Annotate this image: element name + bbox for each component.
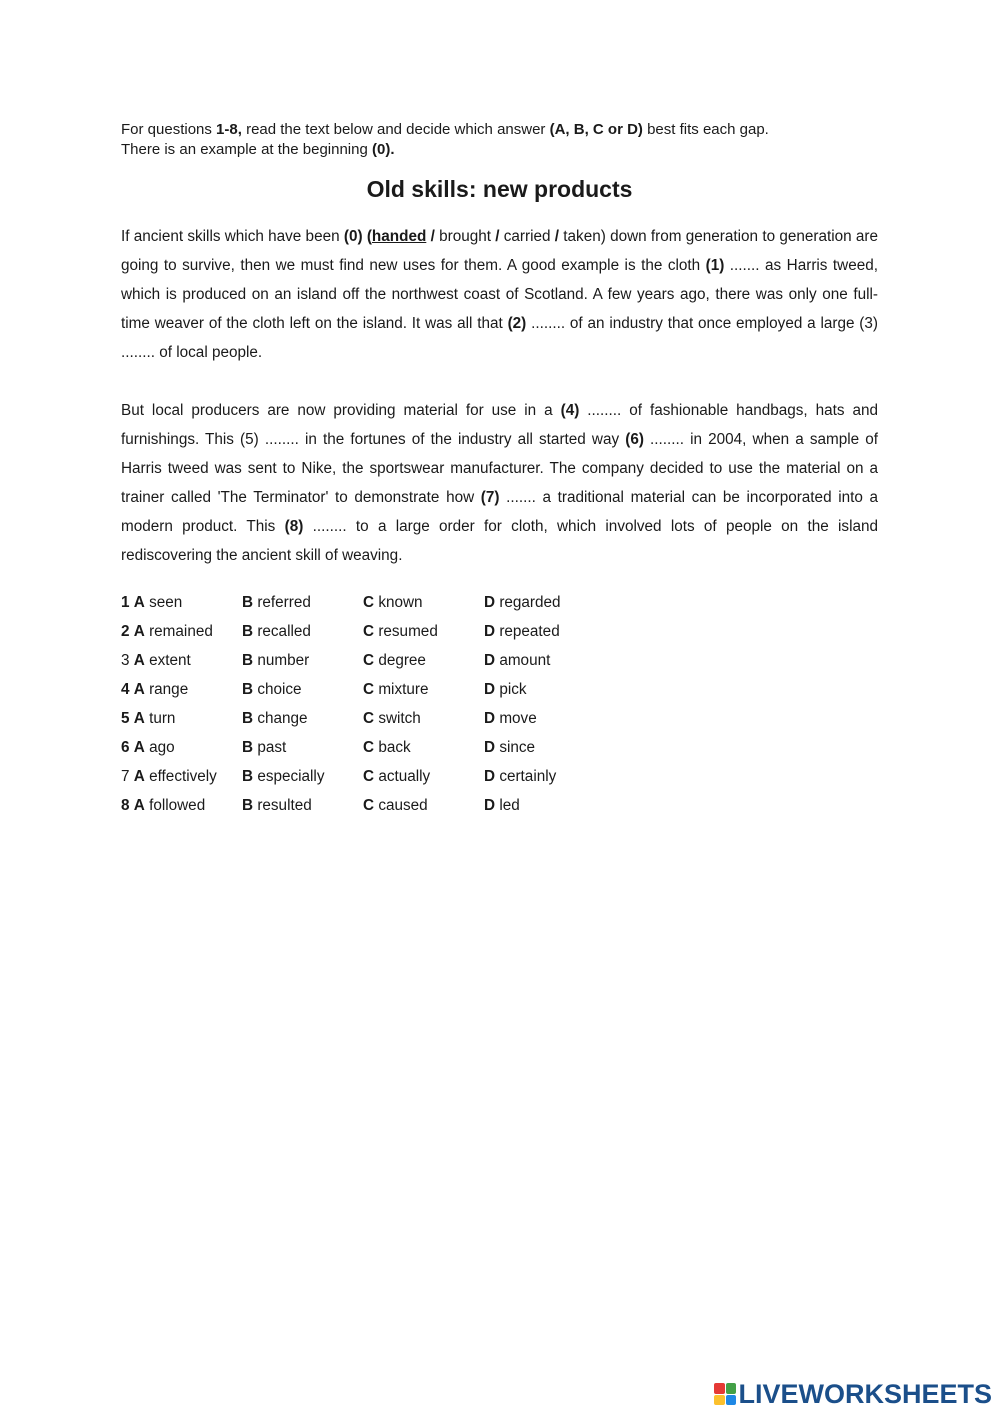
answer-options-table — [121, 588, 605, 820]
option-word: effectively — [149, 767, 217, 785]
option-letter: D — [484, 709, 496, 727]
option-5-c — [363, 704, 484, 733]
option-letter: A — [133, 622, 145, 640]
option-word: degree — [378, 651, 426, 669]
separator: / — [495, 228, 500, 245]
liveworksheets-brand — [714, 1378, 992, 1409]
paragraph-text: But local producers are now providing material for use in a — [121, 402, 561, 419]
option-6-c — [363, 733, 484, 762]
option-8-b — [242, 791, 363, 820]
option-letter: A — [133, 796, 145, 814]
option-5-a — [121, 704, 242, 733]
option-word: number — [257, 651, 310, 669]
option-word: mixture — [378, 680, 429, 698]
option-letter: D — [484, 738, 496, 756]
option-letter: A — [133, 738, 145, 756]
option-6-d — [484, 733, 605, 762]
option-7-c — [363, 762, 484, 791]
option-word: regarded — [499, 593, 561, 611]
option-letter: A — [133, 680, 145, 698]
option-3-c — [363, 646, 484, 675]
worksheet-page — [121, 120, 879, 814]
option-7-b — [242, 762, 363, 791]
example-answer: handed — [371, 228, 427, 245]
option-letter: D — [484, 796, 496, 814]
option-8-a — [121, 791, 242, 820]
option-2-d — [484, 617, 605, 646]
gap-marker-0: (0) ( — [343, 228, 372, 245]
option-7-a — [121, 762, 242, 791]
option-word: recalled — [257, 622, 311, 640]
paragraph-text: ........ to a large order for cloth, which involved lots of people on the island rediscovering the ancient skill of weaving. — [121, 518, 878, 564]
option-word: range — [149, 680, 189, 698]
paragraph-text: ........ in 2004, when a sample of Harris tweed was sent to Nike, the sportswear manufacturer. The company decided to use the material on a trainer called 'The Terminator' to demonstrate how — [121, 431, 878, 506]
gap-marker-2: (2) — [507, 315, 527, 332]
option-word: certainly — [499, 767, 557, 785]
option-3-a — [121, 646, 242, 675]
question-number: 8 — [121, 796, 130, 814]
page-title: Old skills: new products — [366, 176, 633, 202]
question-number: 5 — [121, 709, 130, 727]
question-number: 3 — [121, 651, 130, 669]
option-letter: C — [363, 651, 375, 669]
option-word: pick — [499, 680, 527, 698]
instructions-text: read the text below and decide which answer — [241, 121, 550, 138]
option-word: ago — [149, 738, 175, 756]
separator: / — [554, 228, 560, 245]
gap-marker-7: (7) — [480, 489, 500, 506]
option-letter: B — [242, 680, 254, 698]
option-word: seen — [149, 593, 183, 611]
paragraph-text: carried — [499, 228, 555, 245]
option-6-b — [242, 733, 363, 762]
option-word: resumed — [378, 622, 438, 640]
instructions-text: For questions — [121, 121, 217, 138]
option-word: change — [257, 709, 308, 727]
question-number: 4 — [121, 680, 130, 698]
text-paragraph-1 — [121, 222, 878, 367]
option-word: caused — [378, 796, 428, 814]
option-word: especially — [257, 767, 325, 785]
instructions — [121, 120, 878, 160]
option-word: repeated — [499, 622, 560, 640]
option-letter: B — [242, 622, 254, 640]
separator: / — [426, 228, 435, 245]
option-letter: C — [363, 709, 375, 727]
option-word: referred — [257, 593, 311, 611]
option-word: move — [499, 709, 537, 727]
option-row-4 — [121, 675, 605, 704]
brand-name: LIVEWORKSHEETS — [738, 1378, 992, 1409]
option-letter: C — [363, 593, 375, 611]
option-word: choice — [257, 680, 302, 698]
liveworksheets-logo-icon — [714, 1383, 736, 1405]
option-letter: A — [133, 767, 145, 785]
option-letter: C — [363, 622, 375, 640]
option-1-a — [121, 588, 242, 617]
option-word: known — [378, 593, 423, 611]
option-row-5 — [121, 704, 605, 733]
option-word: turn — [149, 709, 176, 727]
option-4-a — [121, 675, 242, 704]
option-2-c — [363, 617, 484, 646]
option-4-d — [484, 675, 605, 704]
instructions-text: best fits each gap. — [642, 121, 769, 138]
instructions-answer-letters: (A, B, C or D) — [549, 121, 643, 138]
option-letter: C — [363, 767, 375, 785]
option-letter: A — [133, 593, 145, 611]
paragraph-text: taken) down from generation to generation are going to survive, then we must find new uses for them. A good example is the cloth — [121, 228, 878, 274]
option-letter: B — [242, 796, 254, 814]
gap-marker-1: (1) — [705, 257, 725, 274]
instructions-example-marker: (0). — [372, 141, 395, 158]
option-word: remained — [149, 622, 213, 640]
option-letter: C — [363, 680, 375, 698]
option-word: resulted — [257, 796, 312, 814]
option-letter: D — [484, 680, 496, 698]
paragraph-text: ........ of fashionable handbags, hats and furnishings. This (5) ........ in the fortunes of the industry all started way — [121, 402, 878, 448]
option-3-b — [242, 646, 363, 675]
option-row-6 — [121, 733, 605, 762]
option-7-d — [484, 762, 605, 791]
option-word: switch — [378, 709, 421, 727]
option-2-b — [242, 617, 363, 646]
instructions-question-range: 1-8, — [216, 121, 242, 138]
option-5-b — [242, 704, 363, 733]
option-word: extent — [149, 651, 191, 669]
option-8-d — [484, 791, 605, 820]
option-word: actually — [378, 767, 431, 785]
text-paragraph-2 — [121, 396, 878, 570]
option-row-7 — [121, 762, 605, 791]
option-row-1 — [121, 588, 605, 617]
option-letter: D — [484, 622, 496, 640]
option-letter: D — [484, 593, 496, 611]
option-1-b — [242, 588, 363, 617]
paragraph-text: ....... as Harris tweed, which is produced on an island off the northwest coast of Scotland. A few years ago, there was only one full-time weaver of the cloth left on the island. It was all that — [121, 257, 879, 332]
paragraph-text: ....... a traditional material can be incorporated into a modern product. This — [121, 489, 879, 535]
option-letter: B — [242, 767, 254, 785]
option-6-a — [121, 733, 242, 762]
question-number: 7 — [121, 767, 130, 785]
option-letter: B — [242, 738, 254, 756]
option-4-b — [242, 675, 363, 704]
paragraph-text: brought — [434, 228, 496, 245]
option-letter: D — [484, 651, 496, 669]
option-3-d — [484, 646, 605, 675]
option-row-3 — [121, 646, 605, 675]
option-word: amount — [499, 651, 551, 669]
gap-marker-4: (4) — [560, 402, 580, 419]
option-8-c — [363, 791, 484, 820]
question-number: 6 — [121, 738, 130, 756]
instructions-text: There is an example at the beginning — [121, 141, 372, 158]
option-letter: C — [363, 738, 375, 756]
paragraph-text: ........ of an industry that once employed a large (3) ........ of local people. — [121, 315, 879, 361]
option-letter: B — [242, 709, 254, 727]
question-number: 2 — [121, 622, 130, 640]
option-2-a — [121, 617, 242, 646]
option-word: back — [378, 738, 411, 756]
option-row-8 — [121, 791, 605, 820]
option-word: followed — [149, 796, 206, 814]
option-letter: A — [133, 709, 145, 727]
option-letter: C — [363, 796, 375, 814]
option-5-d — [484, 704, 605, 733]
option-word: led — [499, 796, 520, 814]
gap-marker-6: (6) — [625, 431, 644, 448]
option-word: since — [499, 738, 536, 756]
option-4-c — [363, 675, 484, 704]
option-letter: B — [242, 593, 254, 611]
gap-marker-8: (8) — [284, 518, 304, 535]
paragraph-text: If ancient skills which have been — [121, 228, 344, 245]
option-letter: D — [484, 767, 496, 785]
option-word: past — [257, 738, 287, 756]
question-number: 1 — [121, 593, 130, 611]
answer-options-body — [121, 588, 605, 820]
option-letter: B — [242, 651, 254, 669]
option-1-c — [363, 588, 484, 617]
option-row-2 — [121, 617, 605, 646]
option-letter: A — [133, 651, 145, 669]
option-1-d — [484, 588, 605, 617]
